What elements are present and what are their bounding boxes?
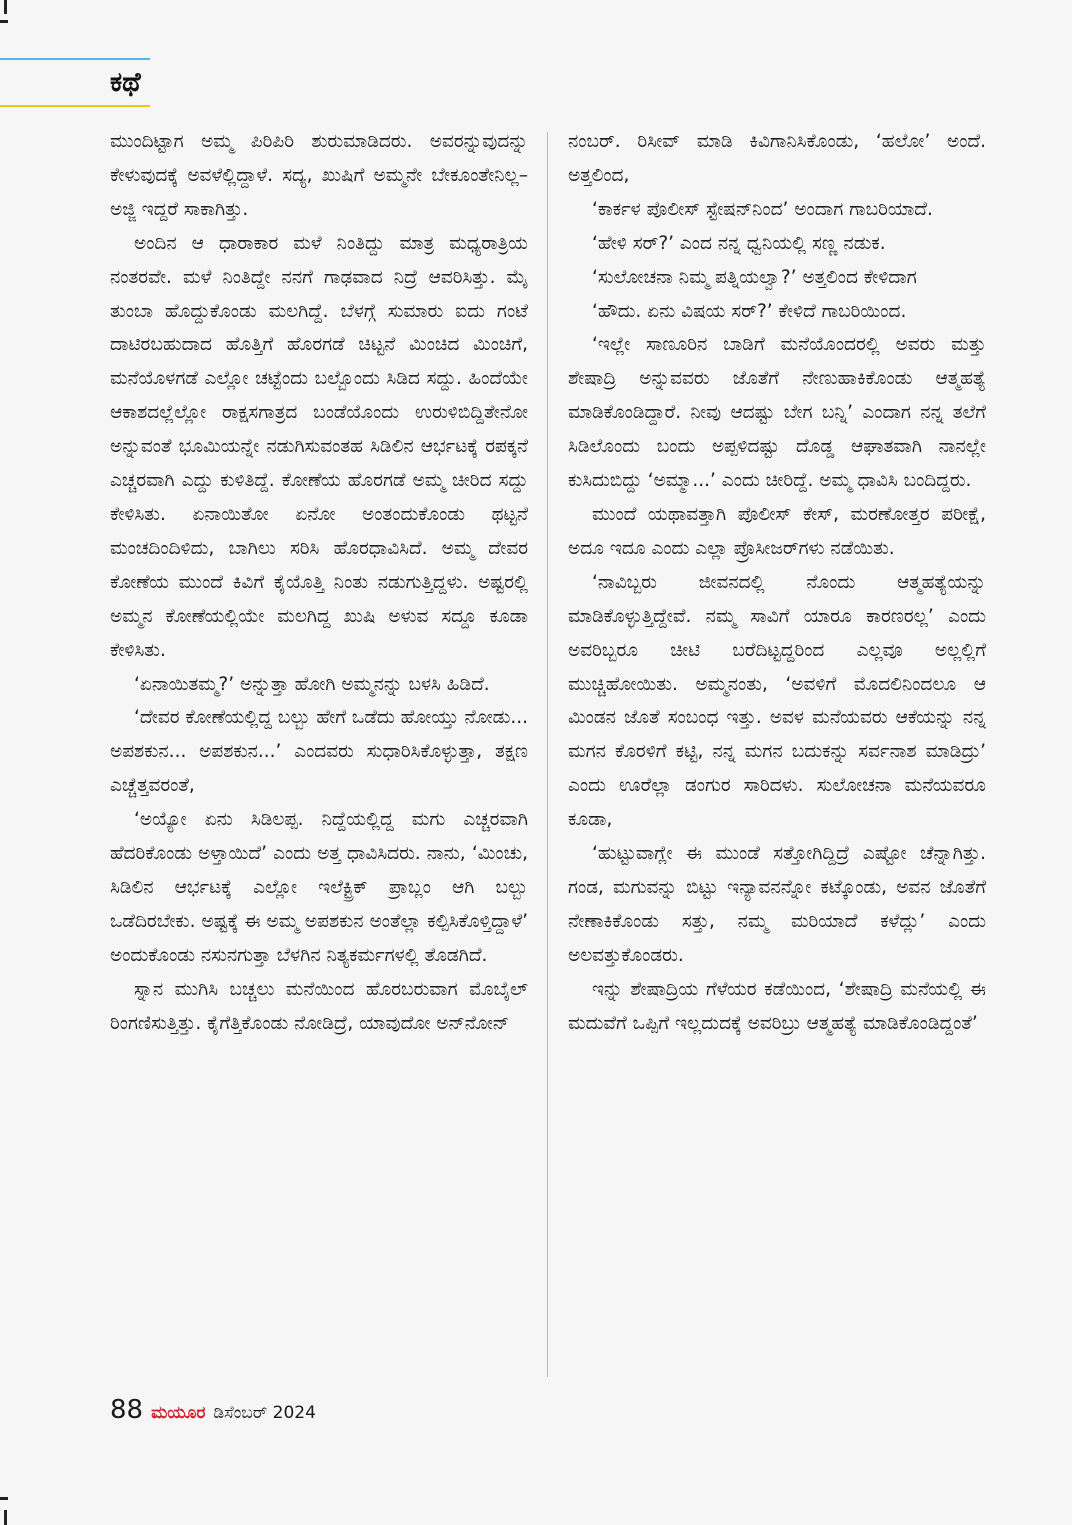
crop-mark-top-left	[4, 0, 7, 14]
section-title: ಕಥೆ	[110, 67, 141, 98]
section-rule-bottom	[0, 105, 150, 107]
paragraph: ಅಂದಿನ ಆ ಧಾರಾಕಾರ ಮಳೆ ನಿಂತಿದ್ದು ಮಾತ್ರ ಮಧ್ಯರಾತ್ರಿಯ ನಂತರವೇ. ಮಳೆ ನಿಂತಿದ್ದೇ ನನಗೆ ಗಾಢವಾದ ನಿದ್ರೆ ಆವರಿಸಿತ್ತು. ಮೈ ತುಂಬಾ ಹೊದ್ದುಕೊಂಡು ಮಲಗಿದ್ದೆ. ಬೆಳಗ್ಗೆ ಸುಮಾರು ಐದು ಗಂಟೆ ದಾಟಿರಬಹುದಾದ ಹೊತ್ತಿಗೆ ಹೊರಗಡೆ ಚಿಟ್ಟನೆ ಮಿಂಚಿದ ಮಿಂಚಿಗೆ, ಮನೆಯೊಳಗಡೆ ಎಲ್ಲೋ ಚಟ್ಟೆಂದು ಬಲ್ಬೊಂದು ಸಿಡಿದ ಸದ್ದು. ಹಿಂದೆಯೇ ಆಕಾಶದಲ್ಲೆಲ್ಲೋ ರಾಕ್ಷಸಗಾತ್ರದ ಬಂಡೆಯೊಂದು ಉರುಳಿಬಿದ್ದಿತೇನೋ ಅನ್ನುವಂತೆ ಭೂಮಿಯನ್ನೇ ನಡುಗಿಸುವಂತಹ ಸಿಡಿಲಿನ ಆರ್ಭಟಕ್ಕೆ ರಪಕ್ಕನೆ ಎಚ್ಚರವಾಗಿ ಎದ್ದು ಕುಳಿತಿದ್ದೆ. ಕೋಣೆಯ ಹೊರಗಡೆ ಅಮ್ಮ ಚೀರಿದ ಸದ್ದು ಕೇಳಿಸಿತು. ಏನಾಯಿತೋ ಏನೋ ಅಂತಂದುಕೊಂಡು ಥಟ್ಟನೆ ಮಂಚದಿಂದಿಳಿದು, ಬಾಗಿಲು ಸರಿಸಿ ಹೊರಧಾವಿಸಿದೆ. ಅಮ್ಮ ದೇವರ ಕೋಣೆಯ ಮುಂದೆ ಕಿವಿಗೆ ಕೈಯೊತ್ತಿ ನಿಂತು ನಡುಗುತ್ತಿದ್ದಳು. ಅಷ್ಟರಲ್ಲಿ ಅಮ್ಮನ ಕೋಣೆಯಲ್ಲಿಯೇ ಮಲಗಿದ್ದ ಖುಷಿ ಅಳುವ ಸದ್ದೂ ಕೂಡಾ ಕೇಳಿಸಿತು.	[110, 232, 528, 661]
issue-date: ಡಿಸೆಂಬರ್ 2024	[213, 1403, 316, 1423]
crop-mark-bottom-left-horizontal	[0, 1497, 8, 1500]
paragraph: ‘ಕಾರ್ಕಳ ಪೊಲೀಸ್ ಸ್ಟೇಷನ್‌ನಿಂದ’ ಅಂದಾಗ ಗಾಬರಿಯಾದೆ.	[592, 198, 933, 220]
left-column	[110, 125, 528, 1040]
page-number: 88	[110, 1395, 144, 1425]
paragraph: ಇನ್ನು ಶೇಷಾದ್ರಿಯ ಗೆಳೆಯರ ಕಡೆಯಿಂದ, ‘ಶೇಷಾದ್ರಿ ಮನೆಯಲ್ಲಿ ಈ ಮದುವೆಗೆ ಒಪ್ಪಿಗೆ ಇಲ್ಲದುದಕ್ಕೆ ಅವರಿಬ್ರು ಆತ್ಮಹತ್ಯೆ ಮಾಡಿಕೊಂಡಿದ್ದಂತೆ’	[568, 978, 986, 1034]
column-divider	[547, 132, 548, 1377]
paragraph: ನಂಬರ್. ರಿಸೀವ್ ಮಾಡಿ ಕಿವಿಗಾನಿಸಿಕೊಂಡು, ‘ಹಲೋ’ ಅಂದೆ. ಅತ್ತಲಿಂದ,	[568, 131, 986, 186]
paragraph: ‘ಅಯ್ಯೋ ಏನು ಸಿಡಿಲಪ್ಪ. ನಿದ್ದೆಯಲ್ಲಿದ್ದ ಮಗು ಎಚ್ಚರವಾಗಿ ಹೆದರಿಕೊಂಡು ಅಳ್ತಾಯಿದೆ’ ಎಂದು ಅತ್ತ ಧಾವಿಸಿದರು. ನಾನು, ‘ಮಿಂಚು, ಸಿಡಿಲಿನ ಆರ್ಭಟಕ್ಕೆ ಎಲ್ಲೋ ಇಲೆಕ್ಟ್ರಿಕ್ ಪ್ರಾಬ್ಲಂ ಆಗಿ ಬಲ್ಬು ಒಡೆದಿರಬೇಕು. ಅಷ್ಟಕ್ಕೆ ಈ ಅಮ್ಮ ಅಪಶಕುನ ಅಂತೆಲ್ಲಾ ಕಲ್ಪಿಸಿಕೊಳ್ತಿದ್ದಾಳೆ’ ಅಂದುಕೊಂಡು ನಸುನಗುತ್ತಾ ಬೆಳಗಿನ ನಿತ್ಯಕರ್ಮಗಳಲ್ಲಿ ತೊಡಗಿದೆ.	[110, 809, 528, 966]
paragraph: ಸ್ನಾನ ಮುಗಿಸಿ ಬಚ್ಚಲು ಮನೆಯಿಂದ ಹೊರಬರುವಾಗ ಮೊಬೈಲ್ ರಿಂಗಣಿಸುತ್ತಿತ್ತು. ಕೈಗೆತ್ತಿಕೊಂಡು ನೋಡಿದ್ರೆ, ಯಾವುದೋ ಅನ್‌ನೋನ್	[110, 978, 528, 1034]
paragraph: ‘ಹುಟ್ಟುವಾಗ್ಲೇ ಈ ಮುಂಡೆ ಸತ್ತೋಗಿದ್ದಿದ್ರೆ ಎಷ್ಟೋ ಚೆನ್ನಾಗಿತ್ತು. ಗಂಡ, ಮಗುವನ್ನು ಬಿಟ್ಟು ಇನ್ಯಾವನನ್ನೋ ಕಟ್ಕೊಂಡು, ಅವನ ಜೊತೆಗೆ ನೇಣಾಕಿಕೊಂಡು ಸತ್ತು, ನಮ್ಮ ಮರಿಯಾದೆ ಕಳೆದ್ಲು’ ಎಂದು ಅಲವತ್ತುಕೊಂಡರು.	[568, 843, 986, 966]
paragraph: ‘ಹೌದು. ಏನು ವಿಷಯ ಸರ್?’ ಕೇಳಿದೆ ಗಾಬರಿಯಿಂದ.	[592, 300, 907, 322]
paragraph: ಮುಂದಿಟ್ಟಾಗ ಅಮ್ಮ ಪಿರಿಪಿರಿ ಶುರುಮಾಡಿದರು. ಅವರನ್ನುವುದನ್ನು ಕೇಳುವುದಕ್ಕೆ ಅವಳೆಲ್ಲಿದ್ದಾಳೆ. ಸದ್ಯ, ಖುಷಿಗೆ ಅಮ್ಮನೇ ಬೇಕೂಂತೇನಿಲ್ಲ– ಅಜ್ಜಿ ಇದ್ದರೆ ಸಾಕಾಗಿತ್ತು.	[110, 131, 528, 220]
paragraph: ‘ಸುಲೋಚನಾ ನಿಮ್ಮ ಪತ್ನಿಯಲ್ವಾ?’ ಅತ್ತಲಿಂದ ಕೇಳಿದಾಗ	[592, 266, 917, 288]
page-footer	[110, 1395, 316, 1429]
section-rule-top	[0, 58, 150, 60]
paragraph: ‘ಇಲ್ಲೇ ಸಾಣೂರಿನ ಬಾಡಿಗೆ ಮನೆಯೊಂದರಲ್ಲಿ ಅವರು ಮತ್ತು ಶೇಷಾದ್ರಿ ಅನ್ನುವವರು ಜೊತೆಗೆ ನೇಣುಹಾಕಿಕೊಂಡು ಆತ್ಮಹತ್ಯೆ ಮಾಡಿಕೊಂಡಿದ್ದಾರೆ. ನೀವು ಆದಷ್ಟು ಬೇಗ ಬನ್ನಿ’ ಎಂದಾಗ ನನ್ನ ತಲೆಗೆ ಸಿಡಿಲೊಂದು ಬಂದು ಅಪ್ಪಳಿದಷ್ಟು ದೊಡ್ಡ ಆಘಾತವಾಗಿ ನಾನಲ್ಲೇ ಕುಸಿದುಬಿದ್ದು ‘ಅಮ್ಮಾ...’ ಎಂದು ಚೀರಿದ್ದೆ. ಅಮ್ಮ ಧಾವಿಸಿ ಬಂದಿದ್ದರು.	[568, 334, 986, 492]
crop-mark-bottom-left	[4, 1510, 7, 1525]
paragraph: ‘ನಾವಿಬ್ಬರು ಜೀವನದಲ್ಲಿ ನೊಂದು ಆತ್ಮಹತ್ಯೆಯನ್ನು ಮಾಡಿಕೊಳ್ಳುತ್ತಿದ್ದೇವೆ. ನಮ್ಮ ಸಾವಿಗೆ ಯಾರೂ ಕಾರಣರಲ್ಲ’ ಎಂದು ಅವರಿಬ್ಬರೂ ಚೀಟಿ ಬರೆದಿಟ್ಟದ್ದರಿಂದ ಎಲ್ಲವೂ ಅಲ್ಲಲ್ಲಿಗೆ ಮುಚ್ಚಿಹೋಯಿತು. ಅಮ್ಮನಂತು, ‘ಅವಳಿಗೆ ಮೊದಲಿನಿಂದಲೂ ಆ ಮಿಂಡನ ಜೊತೆ ಸಂಬಂಧ ಇತ್ತು. ಅವಳ ಮನೆಯವರು ಆಕೆಯನ್ನು ನನ್ನ ಮಗನ ಕೊರಳಿಗೆ ಕಟ್ಟಿ, ನನ್ನ ಮಗನ ಬದುಕನ್ನು ಸರ್ವನಾಶ ಮಾಡಿದ್ರು’ ಎಂದು ಊರೆಲ್ಲಾ ಡಂಗುರ ಸಾರಿದಳು. ಸುಲೋಚನಾ ಮನೆಯವರೂ ಕೂಡಾ,	[568, 571, 986, 831]
paragraph: ಮುಂದೆ ಯಥಾವತ್ತಾಗಿ ಪೊಲೀಸ್ ಕೇಸ್, ಮರಣೋತ್ತರ ಪರೀಕ್ಷೆ, ಅದೂ ಇದೂ ಎಂದು ಎಲ್ಲಾ ಪ್ರೊಸೀಜರ್‌ಗಳು ನಡೆಯಿತು.	[568, 503, 986, 559]
crop-mark-top-left-horizontal	[0, 20, 8, 23]
paragraph: ‘ಹೇಳಿ ಸರ್?’ ಎಂದ ನನ್ನ ಧ್ವನಿಯಲ್ಲಿ ಸಣ್ಣ ನಡುಕ.	[592, 232, 886, 254]
magazine-brand: ಮಯೂರ	[151, 1403, 206, 1423]
paragraph: ‘ಏನಾಯಿತಮ್ಮ?’ ಅನ್ನುತ್ತಾ ಹೋಗಿ ಅಮ್ಮನನ್ನು ಬಳಸಿ ಹಿಡಿದೆ.	[134, 673, 490, 695]
paragraph: ‘ದೇವರ ಕೋಣೆಯಲ್ಲಿದ್ದ ಬಲ್ಬು ಹೇಗೆ ಒಡೆದು ಹೋಯ್ತು ನೋಡು... ಅಪಶಕುನ... ಅಪಶಕುನ...’ ಎಂದವರು ಸುಧಾರಿಸಿಕೊಳ್ಳುತ್ತಾ, ತಕ್ಷಣ ಎಚ್ಚೆತ್ತವರಂತೆ,	[110, 707, 528, 797]
right-column	[568, 125, 986, 1040]
